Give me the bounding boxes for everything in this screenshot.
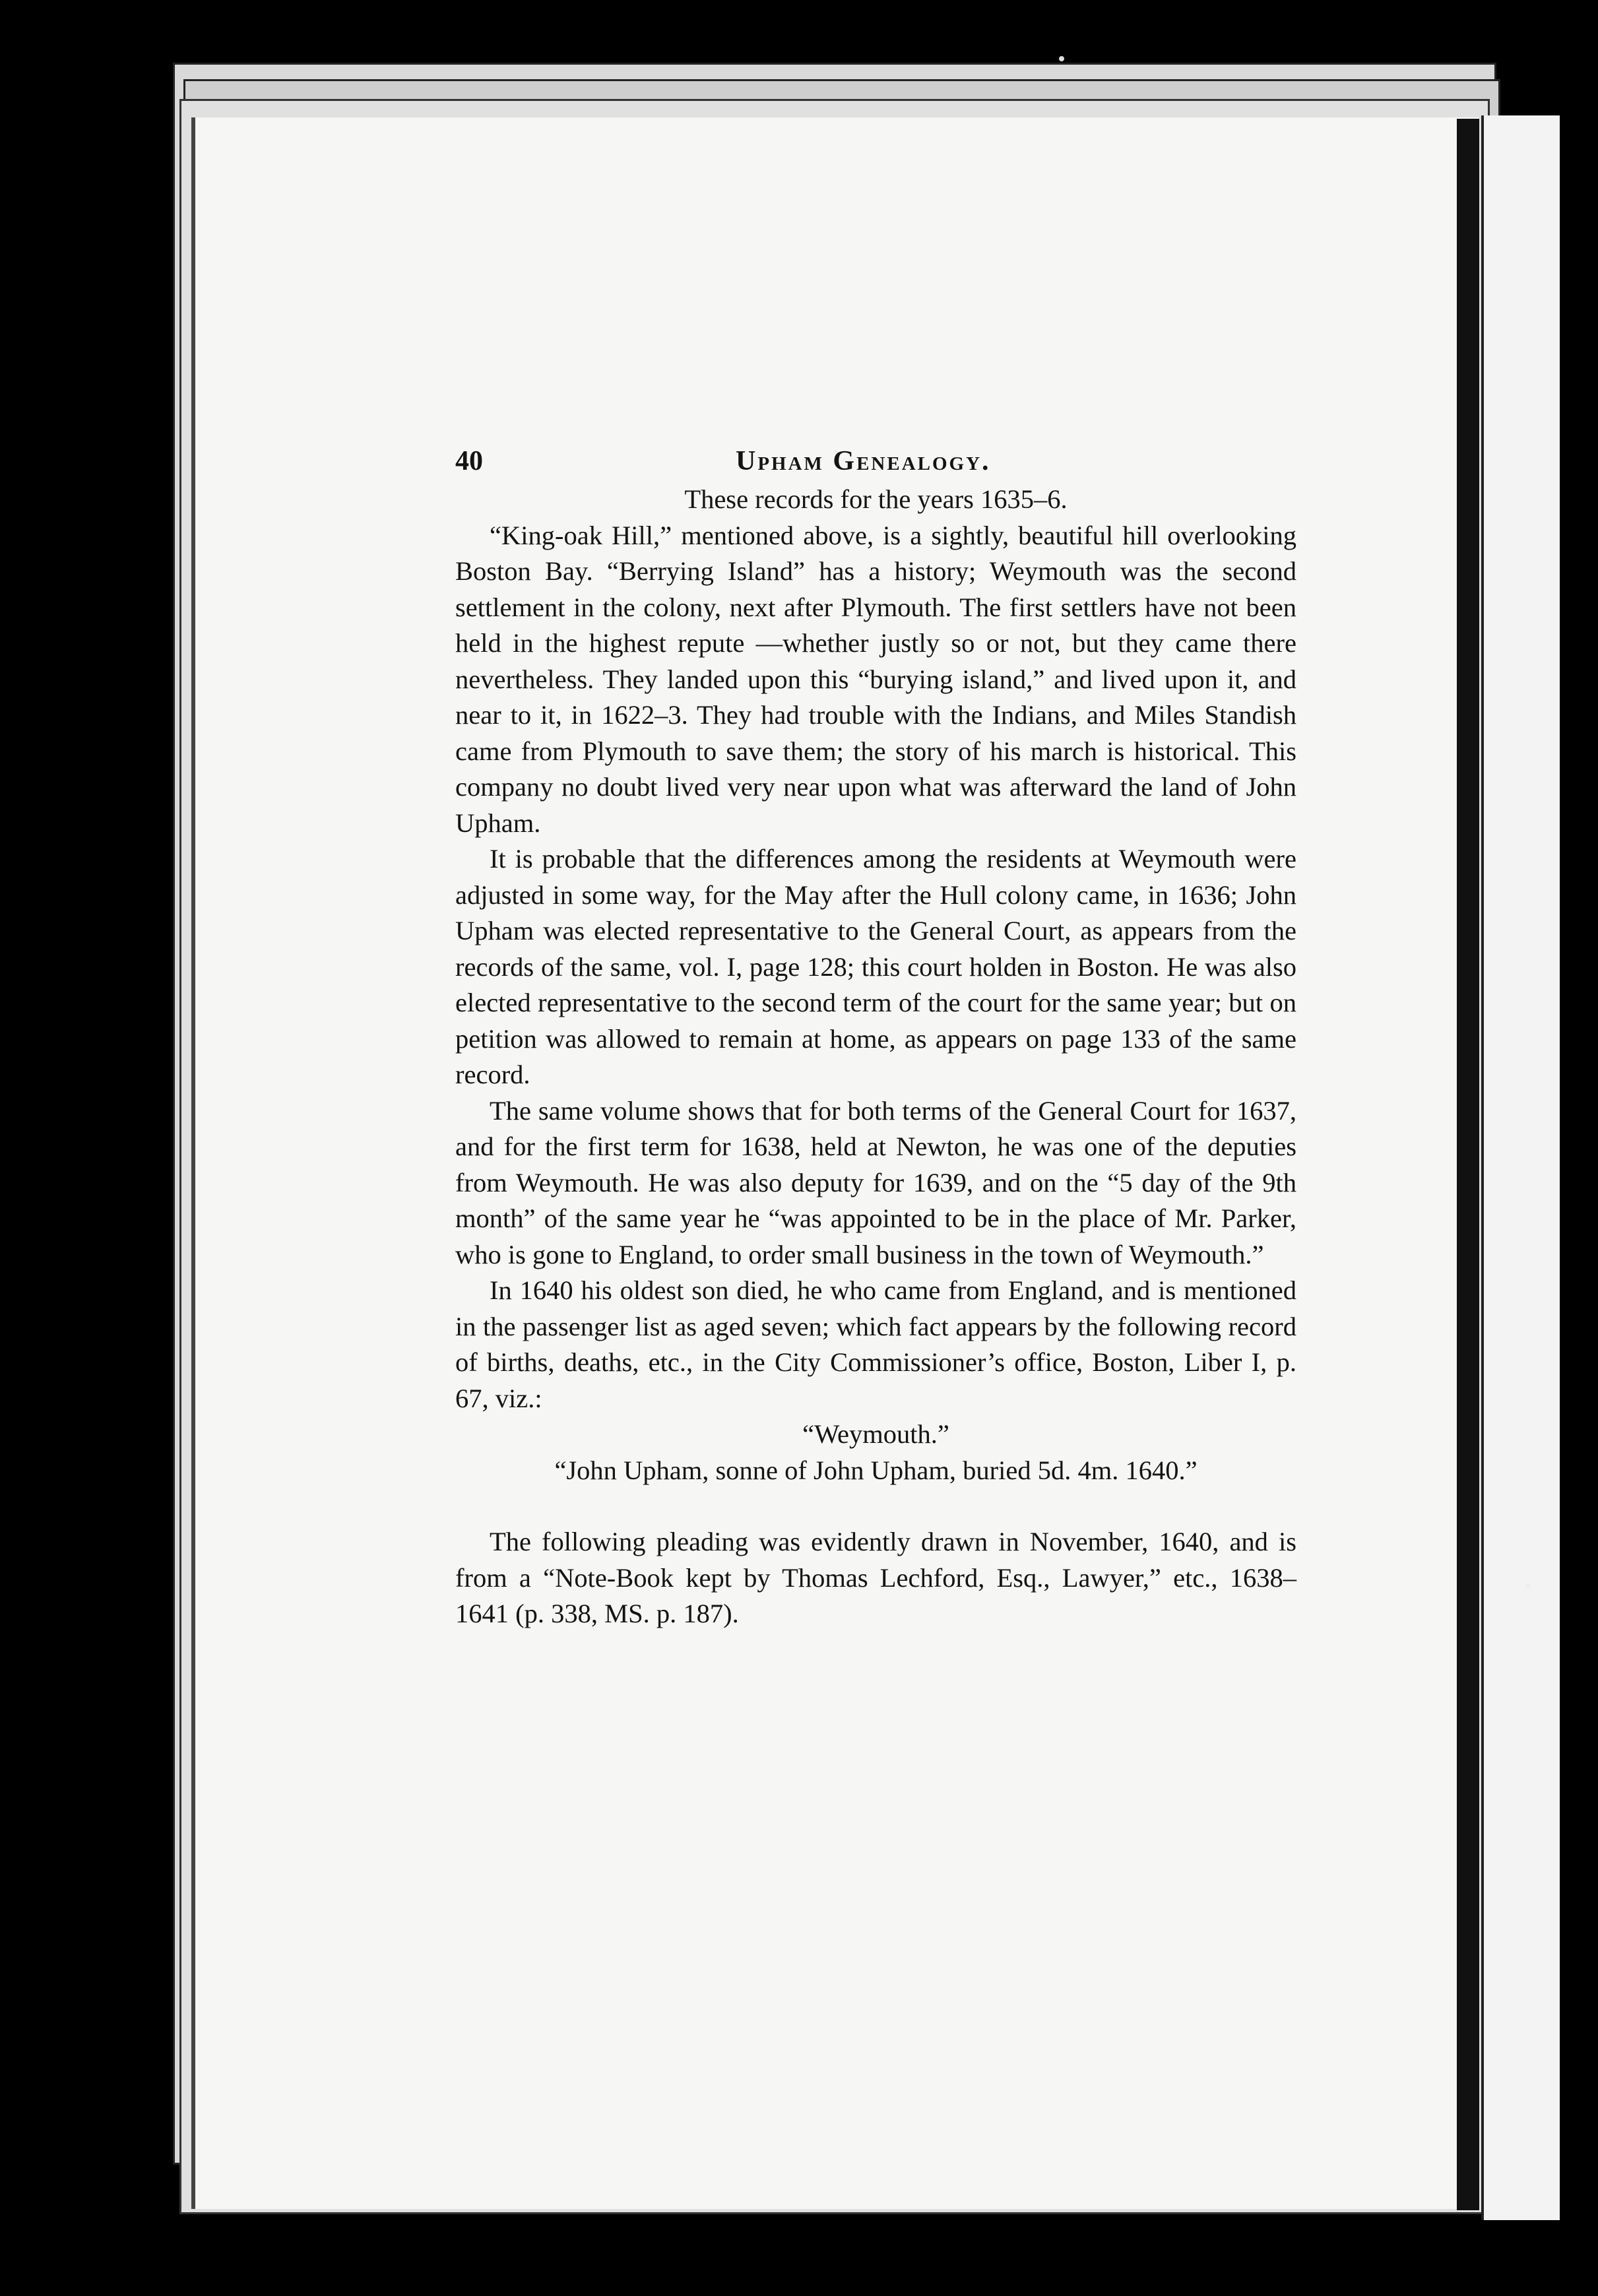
paragraph-king-oak-hill: “King-oak Hill,” mentioned above, is a sightly, beautiful hill overlooking Boston Bay. “Berrying Island” has a history; Weymouth was the second settlement in the colony, next after Plymouth. The first settlers have not been held in the highest repute —whether justly so or not, but they came there nevertheless. They landed upon this “burying island,” and lived upon it, and near to it, in 1622–3. They had trouble with the Indians, and Miles Standish came from Plymouth to save them; the story of his march is historical. This company no doubt lived very near upon what was afterward the land of John Upham. — [455, 520, 1296, 838]
page-text — [455, 443, 1296, 1632]
dust-speck — [1059, 56, 1064, 61]
paragraph-pleading: The following pleading was evidently drawn in November, 1640, and is from a “Note-Book kept by Thomas Lechford, Esq., Lawyer,” etc., 1638–1641 (p. 338, MS. p. 187). — [455, 1527, 1296, 1628]
paragraph-same-volume: The same volume shows that for both terms of the General Court for 1637, and for the first term for 1638, held at Newton, he was one of the deputies from Weymouth. He was also deputy for 1639, and on the “5 day of the 9th month” of the same year he “was appointed to be in the place of Mr. Parker, who is gone to England, to order small business in the town of Weymouth.” — [455, 1095, 1296, 1269]
facing-page-sliver — [1481, 115, 1560, 2220]
dust-speck — [1525, 1583, 1531, 1589]
paragraph-differences: It is probable that the differences among the residents at Weymouth were adjusted in some way, for the May after the Hull colony came, in 1636; John Upham was elected representative to the General Court, as appears from the records of the same, vol. I, page 128; this court holden in Boston. He was also elected representative to the second term of the court for the same year; but on petition was allowed to remain at home, as appears on page 133 of the same record. — [455, 844, 1296, 1089]
paragraph-oldest-son: In 1640 his oldest son died, he who came from England, and is mentioned in the passenger list as aged seven; which fact appears by the following record of births, deaths, etc., in the City Commissioner’s office, Boston, Liber I, p. 67, viz.: — [455, 1275, 1296, 1413]
records-line: These records for the years 1635–6. — [684, 484, 1068, 514]
book-spine-shadow — [1457, 119, 1479, 2210]
quote-line: “John Upham, sonne of John Upham, buried 5d. 4m. 1640.” — [554, 1455, 1198, 1485]
page-number: 40 — [455, 446, 483, 476]
spacer — [455, 1488, 1296, 1524]
quote-heading: “Weymouth.” — [802, 1419, 949, 1449]
page-header — [455, 443, 1296, 480]
running-title: Upham Genealogy. — [736, 446, 991, 476]
